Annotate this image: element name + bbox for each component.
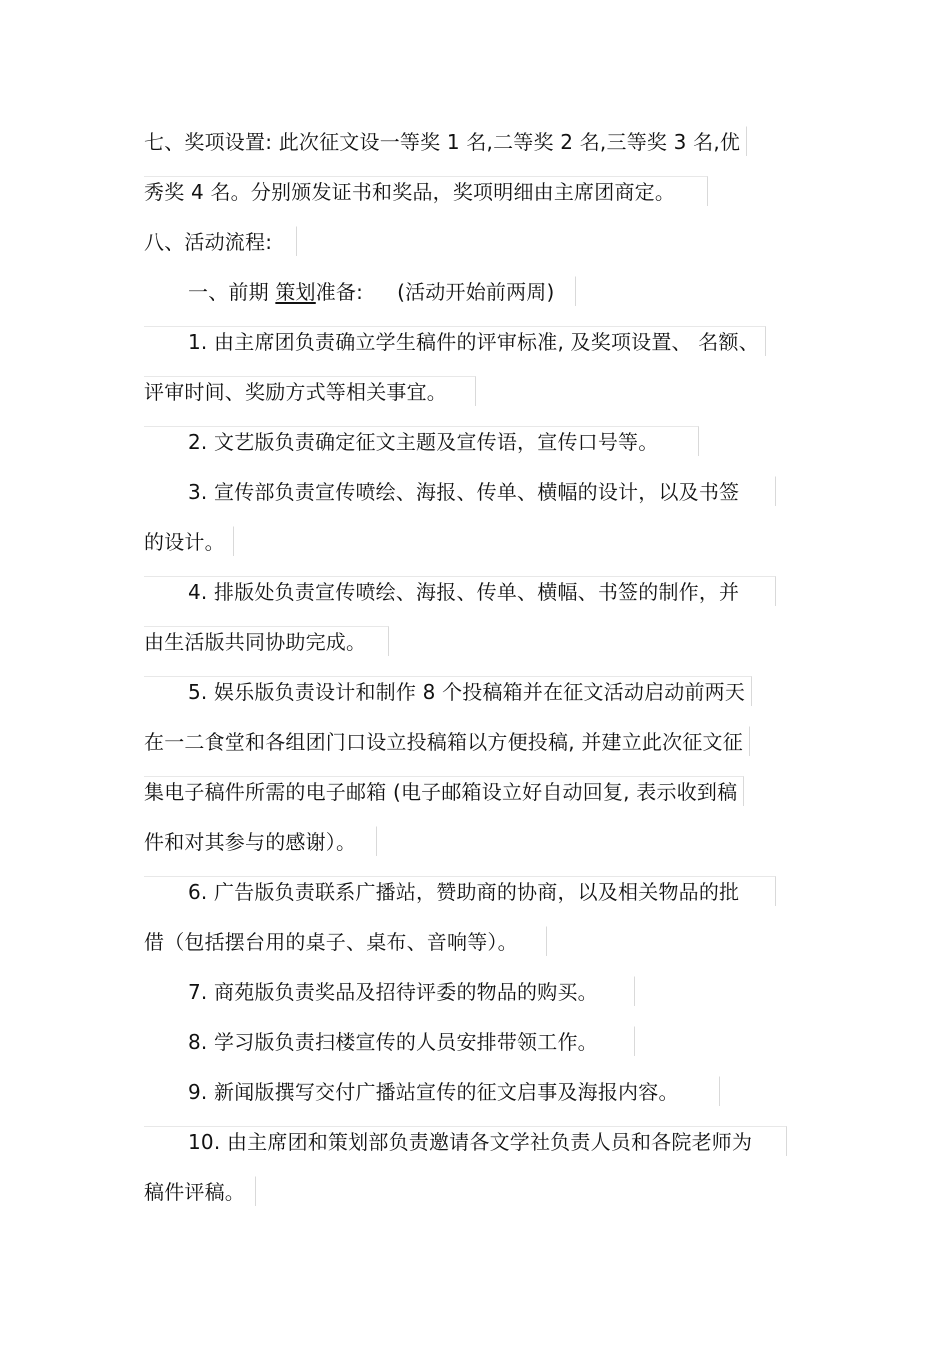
text-line <box>144 776 744 806</box>
line-text: 5. 娱乐版负责设计和制作 8 个投稿箱并在征文活动启动前两天 <box>144 676 752 706</box>
prep-heading-note: (活动开始前两周) <box>397 280 555 304</box>
line-text: 八、活动流程: <box>144 226 297 256</box>
prep-heading-underlined: 策划 <box>275 280 316 304</box>
line-text: 10. 由主席团和策划部负责邀请各文学社负责人员和各院老师为 <box>144 1126 787 1156</box>
line-text: 1. 由主席团负责确立学生稿件的评审标准, 及奖项设置、 名额、 <box>144 326 766 356</box>
line-text: 由生活版共同协助完成。 <box>144 626 389 656</box>
line-text: 6. 广告版负责联系广播站，赞助商的协商，以及相关物品的批 <box>144 876 776 906</box>
text-line <box>144 176 708 206</box>
text-line <box>144 526 234 556</box>
text-line <box>144 926 547 956</box>
text-line <box>144 426 699 456</box>
text-line <box>144 576 776 606</box>
text-line <box>144 726 750 756</box>
text-line <box>144 1076 720 1106</box>
text-line <box>144 376 476 406</box>
text-line <box>144 476 776 506</box>
prep-heading-after: 准备: <box>315 280 364 304</box>
line-text: 秀奖 4 名。分别颁发证书和奖品，奖项明细由主席团商定。 <box>144 176 708 206</box>
text-line <box>144 1126 787 1156</box>
line-text: 3. 宣传部负责宣传喷绘、海报、传单、横幅的设计，以及书签 <box>144 476 776 506</box>
line-text: 稿件评稿。 <box>144 1176 256 1206</box>
text-line <box>144 1026 635 1056</box>
line-text: 借（包括摆台用的桌子、桌布、音响等）。 <box>144 926 547 956</box>
text-line <box>144 626 389 656</box>
text-line <box>144 676 752 706</box>
line-text: 8. 学习版负责扫楼宣传的人员安排带领工作。 <box>144 1026 635 1056</box>
text-line <box>144 876 776 906</box>
text-line <box>144 976 635 1006</box>
line-text: 七、奖项设置: 此次征文设一等奖 1 名,二等奖 2 名,三等奖 3 名,优 <box>144 126 747 156</box>
line-text: 在一二食堂和各组团门口设立投稿箱以方便投稿, 并建立此次征文征 <box>144 726 750 756</box>
line-text: 2. 文艺版负责确定征文主题及宣传语，宣传口号等。 <box>144 426 699 456</box>
section-heading <box>144 226 297 256</box>
text-line <box>144 826 377 856</box>
text-line <box>144 126 747 156</box>
line-text: 评审时间、奖励方式等相关事宜。 <box>144 376 476 406</box>
line-text: 9. 新闻版撰写交付广播站宣传的征文启事及海报内容。 <box>144 1076 720 1106</box>
prep-heading-before: 一、前期 <box>188 280 276 304</box>
text-line <box>144 1176 256 1206</box>
subsection-heading <box>188 276 576 306</box>
line-text: 7. 商苑版负责奖品及招待评委的物品的购买。 <box>144 976 635 1006</box>
line-text: 的设计。 <box>144 526 234 556</box>
prep-heading <box>188 276 576 306</box>
line-text: 4. 排版处负责宣传喷绘、海报、传单、横幅、书签的制作，并 <box>144 576 776 606</box>
line-text: 集电子稿件所需的电子邮箱 (电子邮箱设立好自动回复, 表示收到稿 <box>144 776 744 806</box>
line-text: 件和对其参与的感谢）。 <box>144 826 377 856</box>
text-line <box>144 326 766 356</box>
